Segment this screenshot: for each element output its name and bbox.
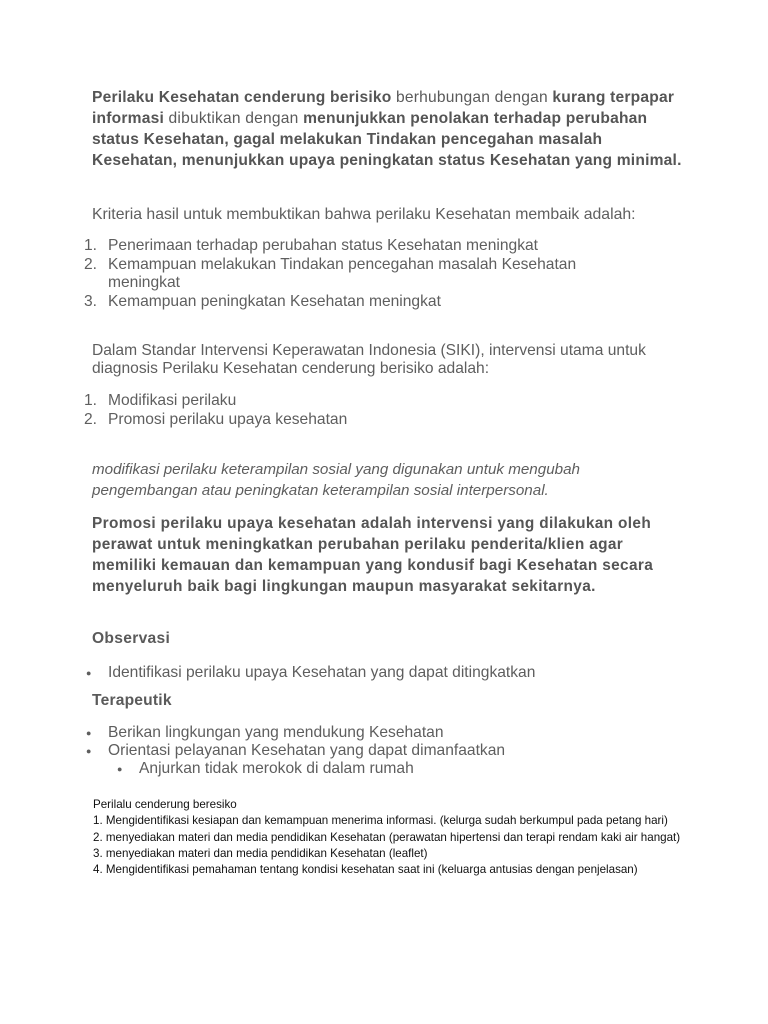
list-item-text: Kemampuan peningkatan Kesehatan meningkat	[108, 293, 441, 310]
list-item	[84, 392, 644, 410]
list-item-text: Anjurkan tidak merokok di dalam rumah	[139, 760, 414, 777]
terapeutik-heading: Terapeutik	[92, 692, 172, 709]
bullet-icon: ●	[86, 668, 92, 678]
diagnosis-connector-2: dibuktikan dengan	[164, 110, 304, 127]
list-item-text: Kemampuan melakukan Tindakan pencegahan masalah Kesehatan meningkat	[108, 256, 577, 291]
list-item-text: Promosi perilaku upaya kesehatan	[108, 411, 348, 428]
list-item	[84, 293, 644, 311]
criteria-list	[84, 237, 644, 312]
list-item	[84, 237, 644, 255]
list-item-text: Modifikasi perilaku	[108, 392, 237, 409]
list-number: 1.	[84, 237, 98, 254]
list-item	[84, 724, 505, 742]
list-number: 1.	[84, 392, 98, 409]
list-item	[84, 742, 505, 760]
list-number: 2.	[84, 411, 98, 428]
interventions-list	[84, 392, 644, 430]
notes-title: Perilalu cenderung beresiko	[93, 798, 237, 811]
notes-line: 3. menyediakan materi dan media pendidikan Kesehatan (leaflet)	[93, 846, 428, 860]
notes-line: 2. menyediakan materi dan media pendidikan Kesehatan (perawatan hipertensi dan terapi rendam kaki air hangat)	[93, 830, 681, 844]
list-item-text: Berikan lingkungan yang mendukung Kesehatan	[108, 724, 444, 741]
promosi-definition: Promosi perilaku upaya kesehatan adalah intervensi yang dilakukan oleh perawat untuk meningkatkan perubahan perilaku penderita/klien agar memiliki kemauan dan kemampuan yang kondusif bagi Kesehatan secara menyeluruh baik bagi lingkungan maupun masyarakat sekitarnya.	[92, 515, 654, 595]
list-number: 2.	[84, 256, 98, 273]
bullet-icon: ●	[117, 764, 123, 774]
diagnosis-evidence: menunjukkan penolakan terhadap perubahan status Kesehatan, gagal melakukan Tindakan pencegahan masalah Kesehatan, menunjukkan upaya peningkatan status Kesehatan yang minimal.	[92, 110, 682, 169]
terapeutik-list	[84, 724, 505, 778]
list-item	[84, 664, 535, 682]
siki-intro: Dalam Standar Intervensi Keperawatan Indonesia (SIKI), intervensi utama untuk diagnosis Perilaku Kesehatan cenderung berisiko adalah:	[92, 342, 646, 377]
list-item	[84, 411, 644, 429]
criteria-intro: Kriteria hasil untuk membuktikan bahwa perilaku Kesehatan membaik adalah:	[92, 206, 636, 223]
bullet-icon: ●	[86, 728, 92, 738]
list-item-text: Orientasi pelayanan Kesehatan yang dapat dimanfaatkan	[108, 742, 506, 759]
diagnosis-paragraph	[92, 87, 682, 171]
sub-list-item	[84, 760, 505, 778]
diagnosis-connector-1: berhubungan dengan	[391, 89, 553, 106]
diagnosis-term: Perilaku Kesehatan cenderung berisiko	[92, 89, 392, 106]
list-item	[84, 256, 644, 292]
list-item-text: Identifikasi perilaku upaya Kesehatan yang dapat ditingkatkan	[108, 664, 536, 681]
notes-block	[93, 797, 683, 878]
list-number: 3.	[84, 293, 98, 310]
observasi-heading: Observasi	[92, 630, 171, 647]
modifikasi-definition: modifikasi perilaku keterampilan sosial yang digunakan untuk mengubah pengembangan atau peningkatan keterampilan sosial interpersonal.	[92, 461, 580, 499]
list-item-text: Penerimaan terhadap perubahan status Kesehatan meningkat	[108, 237, 538, 254]
notes-line: 4. Mengidentifikasi pemahaman tentang kondisi kesehatan saat ini (keluarga antusias dengan penjelasan)	[93, 863, 638, 877]
diagnosis-cause: kurang terpapar informasi	[92, 89, 675, 127]
bullet-icon: ●	[86, 746, 92, 756]
notes-line: 1. Mengidentifikasi kesiapan dan kemampuan menerima informasi. (kelurga sudah berkumpul pada petang hari)	[93, 814, 668, 828]
observasi-list	[84, 664, 535, 682]
